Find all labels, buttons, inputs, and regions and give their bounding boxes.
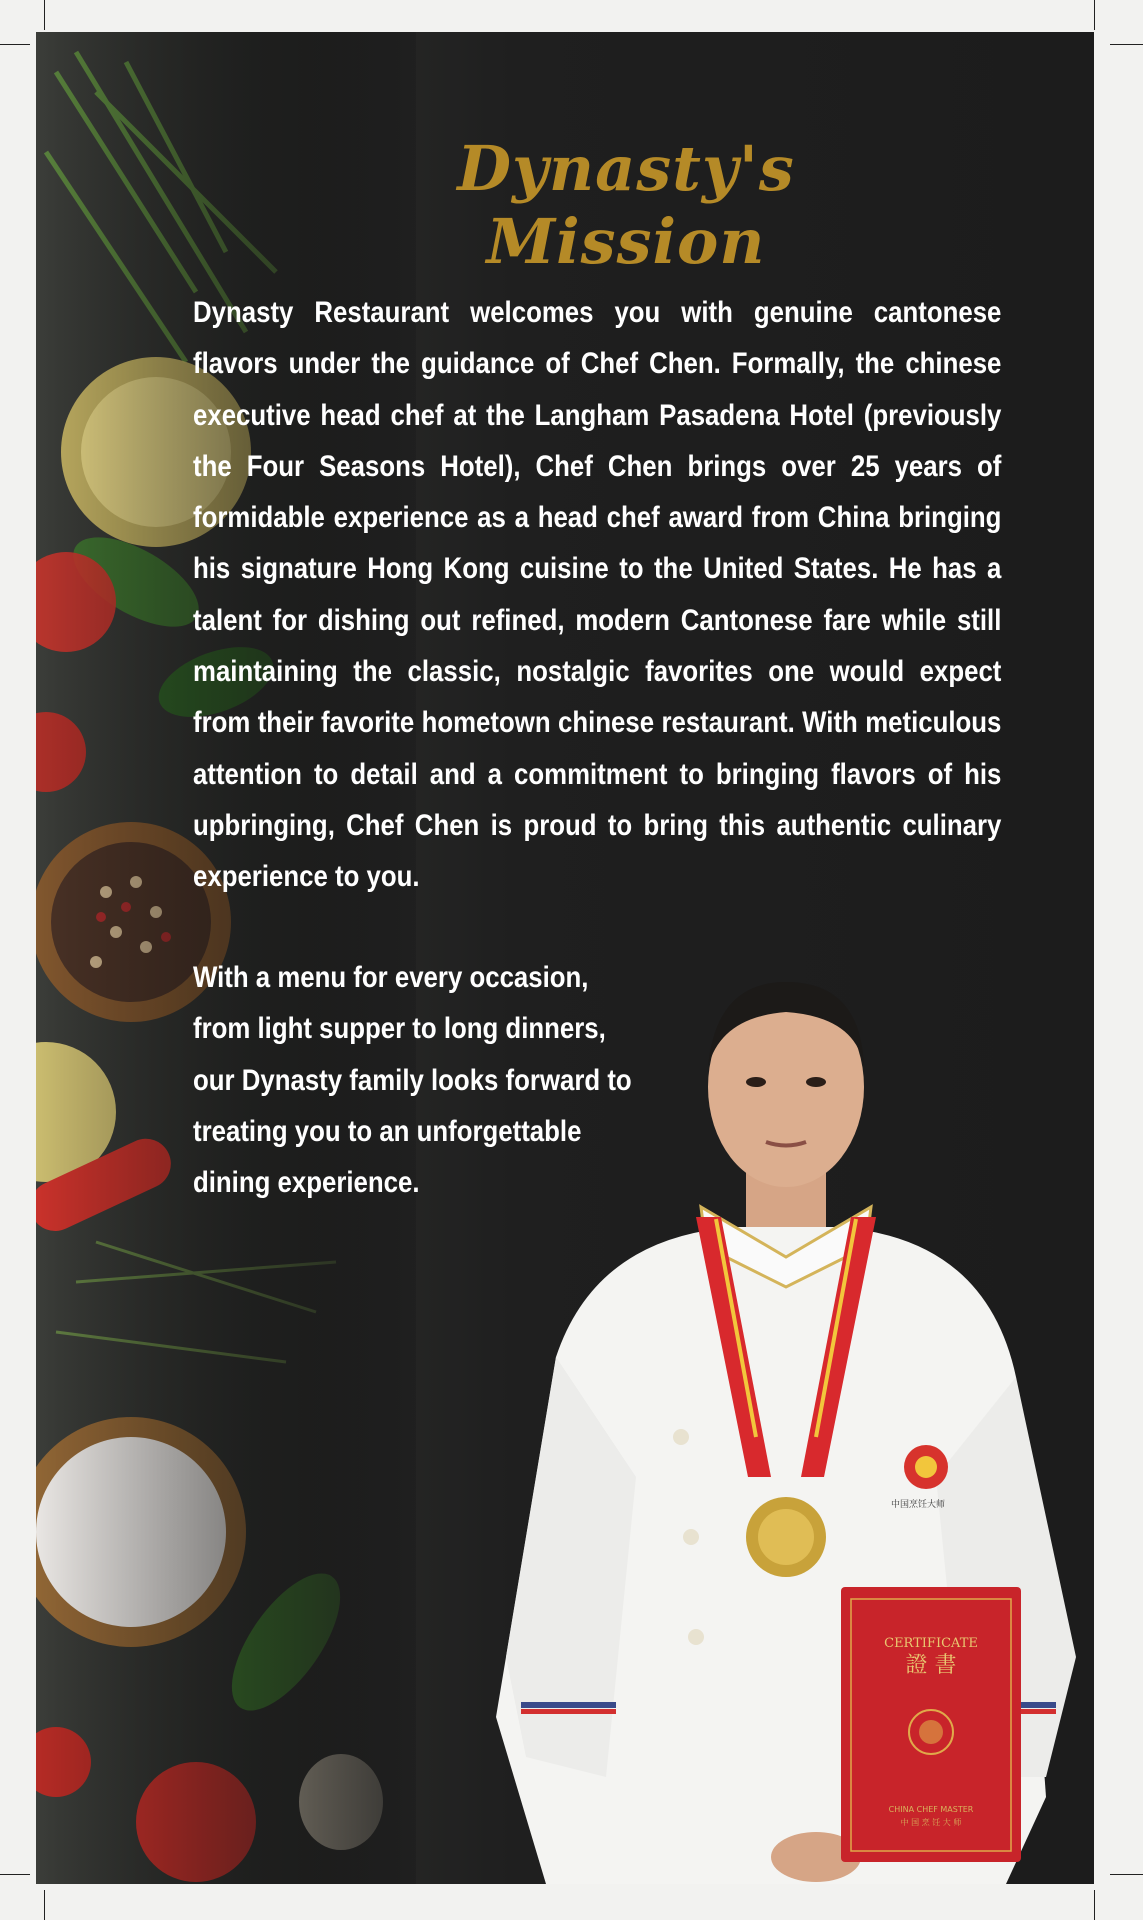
certificate-chinese: 證 書 — [905, 1653, 957, 1678]
crop-mark-top-right — [1094, 0, 1095, 30]
certificate-label: CERTIFICATE — [884, 1636, 978, 1651]
certificate-footer-en: CHINA CHEF MASTER — [888, 1805, 974, 1814]
closing-paragraph: With a menu for every occasion, from light supper to long dinners, our Dynasty family looks forward to treating you to an unforgettable dining experience. — [193, 961, 632, 1200]
crop-mark-left-bottom — [0, 1874, 30, 1875]
crop-mark-left-top — [0, 44, 30, 45]
certificate — [841, 1587, 1021, 1862]
page-title: Dynasty's Mission — [457, 132, 795, 278]
chef-portrait — [486, 957, 1086, 1884]
crop-mark-right-bottom — [1110, 1874, 1143, 1875]
crop-mark-bottom-left — [44, 1890, 45, 1920]
certificate-footer-cn: 中 国 烹 饪 大 师 — [900, 1818, 962, 1827]
mission-panel — [36, 32, 1094, 1884]
crop-mark-right-top — [1110, 44, 1143, 45]
crop-mark-top-left — [44, 0, 45, 30]
mission-paragraph: Dynasty Restaurant welcomes you with genuine cantonese flavors under the guidance of Chef Chen. Formally, the chinese executive head chef at the Langham Pasadena Hotel (previously the Four Seasons Hotel), Chef Chen brings over 25 years of formidable experience as a head chef award from China bringing his signature Hong Kong cuisine to the United States. He has a talent for dishing out refined, modern Cantonese fare while still maintaining the classic, nostalgic favorites one would expect from their favorite hometown chinese restaurant. With meticulous attention to detail and a commitment to bringing flavors of his upbringing, Chef Chen is proud to bring this authentic culinary experience to you. — [193, 296, 1002, 894]
crop-mark-bottom-right — [1094, 1890, 1095, 1920]
badge-caption: 中国烹饪大师 — [891, 1500, 946, 1510]
